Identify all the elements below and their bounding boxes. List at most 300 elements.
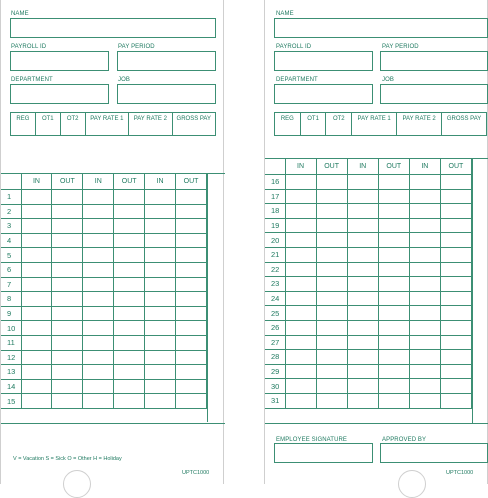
code-reg[interactable]: REG bbox=[11, 113, 36, 135]
code-ot2[interactable]: OT2 bbox=[326, 113, 352, 135]
punch-cell[interactable] bbox=[145, 219, 176, 234]
punch-cell[interactable] bbox=[52, 306, 83, 321]
punch-cell[interactable] bbox=[52, 233, 83, 248]
day-number: 9 bbox=[1, 306, 21, 321]
punch-cell[interactable] bbox=[347, 335, 378, 350]
day-number: 24 bbox=[265, 291, 285, 306]
table-row bbox=[1, 219, 207, 234]
punch-cell[interactable] bbox=[440, 393, 471, 408]
punch-cell[interactable] bbox=[21, 306, 52, 321]
punch-cell[interactable] bbox=[83, 394, 114, 409]
code-pay-rate-2[interactable]: PAY RATE 2 bbox=[129, 113, 172, 135]
punch-cell[interactable] bbox=[347, 379, 378, 394]
day-number: 28 bbox=[265, 350, 285, 365]
day-number: 13 bbox=[1, 365, 21, 380]
punch-cell[interactable] bbox=[285, 277, 316, 292]
table-row bbox=[265, 306, 472, 321]
punch-cell[interactable] bbox=[83, 190, 114, 205]
pay-period-field[interactable] bbox=[380, 51, 488, 71]
punch-cell[interactable] bbox=[316, 262, 347, 277]
department-field[interactable] bbox=[274, 84, 373, 104]
punch-cell[interactable] bbox=[114, 365, 145, 380]
table-row bbox=[1, 248, 207, 263]
punch-cell[interactable] bbox=[176, 350, 207, 365]
punch-cell[interactable] bbox=[145, 233, 176, 248]
time-card-right bbox=[264, 0, 488, 484]
grid-corner bbox=[1, 174, 21, 190]
code-reg[interactable]: REG bbox=[275, 113, 301, 135]
table-row bbox=[265, 277, 472, 292]
punch-cell[interactable] bbox=[409, 320, 440, 335]
punch-cell[interactable] bbox=[378, 350, 409, 365]
punch-cell[interactable] bbox=[52, 321, 83, 336]
punch-cell[interactable] bbox=[21, 204, 52, 219]
punch-cell[interactable] bbox=[114, 321, 145, 336]
punch-cell[interactable] bbox=[83, 248, 114, 263]
punch-cell[interactable] bbox=[347, 247, 378, 262]
punch-cell[interactable] bbox=[176, 394, 207, 409]
punch-cell[interactable] bbox=[316, 247, 347, 262]
punch-cell[interactable] bbox=[409, 233, 440, 248]
punch-cell[interactable] bbox=[378, 320, 409, 335]
pay-codes-row bbox=[274, 112, 487, 136]
punch-cell[interactable] bbox=[83, 292, 114, 307]
footer-divider bbox=[1, 423, 225, 424]
punch-cell[interactable] bbox=[83, 350, 114, 365]
punch-cell[interactable] bbox=[316, 189, 347, 204]
punch-cell[interactable] bbox=[176, 306, 207, 321]
code-pay-rate-1[interactable]: PAY RATE 1 bbox=[352, 113, 397, 135]
pay-period-label: PAY PERIOD bbox=[382, 44, 419, 50]
day-number: 2 bbox=[1, 204, 21, 219]
table-row bbox=[265, 320, 472, 335]
punch-cell[interactable] bbox=[285, 291, 316, 306]
punch-cell[interactable] bbox=[440, 379, 471, 394]
day-number: 16 bbox=[265, 175, 285, 190]
punch-cell[interactable] bbox=[347, 306, 378, 321]
punch-cell[interactable] bbox=[145, 365, 176, 380]
punch-cell[interactable] bbox=[145, 277, 176, 292]
table-row bbox=[1, 350, 207, 365]
punch-cell[interactable] bbox=[52, 335, 83, 350]
punch-cell[interactable] bbox=[378, 364, 409, 379]
punch-cell[interactable] bbox=[316, 306, 347, 321]
grid-corner bbox=[265, 159, 285, 175]
col-in-2: IN bbox=[83, 174, 114, 190]
punch-cell[interactable] bbox=[52, 292, 83, 307]
punch-cell[interactable] bbox=[316, 335, 347, 350]
punch-cell[interactable] bbox=[316, 364, 347, 379]
punch-cell[interactable] bbox=[440, 204, 471, 219]
punch-cell[interactable] bbox=[52, 365, 83, 380]
punch-cell[interactable] bbox=[176, 233, 207, 248]
punch-cell[interactable] bbox=[176, 335, 207, 350]
punch-cell[interactable] bbox=[21, 379, 52, 394]
table-row bbox=[1, 379, 207, 394]
punch-cell[interactable] bbox=[114, 190, 145, 205]
punch-cell[interactable] bbox=[114, 204, 145, 219]
punch-cell[interactable] bbox=[347, 291, 378, 306]
punch-cell[interactable] bbox=[347, 218, 378, 233]
punch-cell[interactable] bbox=[378, 277, 409, 292]
punch-cell[interactable] bbox=[285, 218, 316, 233]
department-label: DEPARTMENT bbox=[11, 77, 53, 83]
punch-cell[interactable] bbox=[176, 262, 207, 277]
punch-cell[interactable] bbox=[52, 394, 83, 409]
table-row bbox=[265, 379, 472, 394]
punch-cell[interactable] bbox=[176, 219, 207, 234]
punch-cell[interactable] bbox=[21, 277, 52, 292]
day-number: 26 bbox=[265, 320, 285, 335]
col-in-1: IN bbox=[285, 159, 316, 175]
punch-cell[interactable] bbox=[52, 350, 83, 365]
punch-cell[interactable] bbox=[316, 218, 347, 233]
approved-by-field[interactable] bbox=[380, 443, 488, 463]
job-field[interactable] bbox=[380, 84, 488, 104]
punch-cell[interactable] bbox=[285, 350, 316, 365]
punch-cell[interactable] bbox=[114, 219, 145, 234]
punch-cell[interactable] bbox=[145, 350, 176, 365]
code-ot1[interactable]: OT1 bbox=[301, 113, 327, 135]
table-row bbox=[265, 393, 472, 408]
code-pay-rate-2[interactable]: PAY RATE 2 bbox=[397, 113, 442, 135]
punch-cell[interactable] bbox=[114, 248, 145, 263]
punch-cell[interactable] bbox=[285, 335, 316, 350]
punch-cell[interactable] bbox=[176, 379, 207, 394]
punch-rows-right bbox=[265, 175, 472, 409]
punch-cell[interactable] bbox=[409, 379, 440, 394]
punch-cell[interactable] bbox=[145, 248, 176, 263]
punch-cell[interactable] bbox=[114, 379, 145, 394]
table-row bbox=[265, 247, 472, 262]
punch-cell[interactable] bbox=[378, 306, 409, 321]
punch-cell[interactable] bbox=[52, 262, 83, 277]
punch-cell[interactable] bbox=[145, 321, 176, 336]
punch-cell[interactable] bbox=[347, 175, 378, 190]
punch-cell[interactable] bbox=[83, 262, 114, 277]
day-number: 8 bbox=[1, 292, 21, 307]
punch-cell[interactable] bbox=[285, 247, 316, 262]
punch-cell[interactable] bbox=[285, 233, 316, 248]
punch-cell[interactable] bbox=[52, 277, 83, 292]
table-row bbox=[265, 350, 472, 365]
table-row bbox=[1, 190, 207, 205]
punch-cell[interactable] bbox=[347, 277, 378, 292]
table-row bbox=[265, 262, 472, 277]
punch-cell[interactable] bbox=[347, 204, 378, 219]
punch-cell[interactable] bbox=[145, 394, 176, 409]
punch-cell[interactable] bbox=[21, 262, 52, 277]
punch-cell[interactable] bbox=[440, 218, 471, 233]
punch-cell[interactable] bbox=[347, 233, 378, 248]
punch-cell[interactable] bbox=[440, 306, 471, 321]
day-number: 10 bbox=[1, 321, 21, 336]
day-number: 7 bbox=[1, 277, 21, 292]
payroll-id-field[interactable] bbox=[10, 51, 109, 71]
col-out-2: OUT bbox=[114, 174, 145, 190]
table-row bbox=[265, 233, 472, 248]
punch-cell[interactable] bbox=[114, 277, 145, 292]
day-number: 12 bbox=[1, 350, 21, 365]
punch-cell[interactable] bbox=[440, 291, 471, 306]
time-card-left bbox=[0, 0, 224, 484]
punch-cell[interactable] bbox=[285, 379, 316, 394]
punch-cell[interactable] bbox=[378, 175, 409, 190]
punch-cell[interactable] bbox=[145, 190, 176, 205]
punch-cell[interactable] bbox=[440, 277, 471, 292]
punch-cell[interactable] bbox=[83, 233, 114, 248]
punch-cell[interactable] bbox=[316, 277, 347, 292]
job-label: JOB bbox=[382, 77, 394, 83]
table-row bbox=[265, 291, 472, 306]
day-number: 18 bbox=[265, 204, 285, 219]
punch-cell[interactable] bbox=[316, 350, 347, 365]
punch-cell[interactable] bbox=[285, 306, 316, 321]
table-row bbox=[1, 262, 207, 277]
code-ot2[interactable]: OT2 bbox=[61, 113, 86, 135]
day-number: 6 bbox=[1, 262, 21, 277]
punch-cell[interactable] bbox=[21, 394, 52, 409]
punch-rows-left bbox=[1, 190, 207, 409]
punch-cell[interactable] bbox=[378, 262, 409, 277]
punch-cell[interactable] bbox=[285, 262, 316, 277]
table-row bbox=[1, 365, 207, 380]
punch-cell[interactable] bbox=[316, 393, 347, 408]
punch-cell[interactable] bbox=[409, 393, 440, 408]
punch-cell[interactable] bbox=[409, 262, 440, 277]
punch-cell[interactable] bbox=[21, 321, 52, 336]
col-in-3: IN bbox=[145, 174, 176, 190]
punch-cell[interactable] bbox=[316, 379, 347, 394]
day-number: 30 bbox=[265, 379, 285, 394]
punch-cell[interactable] bbox=[316, 175, 347, 190]
punch-cell[interactable] bbox=[21, 190, 52, 205]
punch-cell[interactable] bbox=[83, 379, 114, 394]
pay-period-label: PAY PERIOD bbox=[118, 44, 155, 50]
punch-cell[interactable] bbox=[285, 189, 316, 204]
name-field[interactable] bbox=[10, 18, 216, 38]
punch-cell[interactable] bbox=[285, 320, 316, 335]
day-number: 25 bbox=[265, 306, 285, 321]
punch-cell[interactable] bbox=[83, 277, 114, 292]
punch-cell[interactable] bbox=[52, 190, 83, 205]
punch-cell[interactable] bbox=[285, 175, 316, 190]
punch-cell[interactable] bbox=[409, 204, 440, 219]
punch-cell[interactable] bbox=[285, 204, 316, 219]
punch-cell[interactable] bbox=[285, 393, 316, 408]
pay-codes-row bbox=[10, 112, 216, 136]
card-notch bbox=[63, 470, 91, 498]
punch-cell[interactable] bbox=[440, 175, 471, 190]
table-row bbox=[1, 335, 207, 350]
punch-cell[interactable] bbox=[378, 247, 409, 262]
punch-cell[interactable] bbox=[145, 204, 176, 219]
day-number: 31 bbox=[265, 393, 285, 408]
day-number: 11 bbox=[1, 335, 21, 350]
grid-right-rule bbox=[472, 158, 473, 423]
punch-cell[interactable] bbox=[409, 364, 440, 379]
punch-cell[interactable] bbox=[176, 204, 207, 219]
day-number: 1 bbox=[1, 190, 21, 205]
punch-cell[interactable] bbox=[145, 306, 176, 321]
punch-cell[interactable] bbox=[409, 175, 440, 190]
day-number: 23 bbox=[265, 277, 285, 292]
footer-divider bbox=[265, 423, 488, 424]
punch-cell[interactable] bbox=[52, 204, 83, 219]
name-label: NAME bbox=[11, 11, 29, 17]
punch-cell[interactable] bbox=[114, 306, 145, 321]
table-row bbox=[1, 394, 207, 409]
code-gross-pay[interactable]: GROSS PAY bbox=[176, 116, 211, 122]
punch-cell[interactable] bbox=[83, 219, 114, 234]
punch-cell[interactable] bbox=[83, 365, 114, 380]
col-out-2: OUT bbox=[378, 159, 409, 175]
day-number: 3 bbox=[1, 219, 21, 234]
table-row bbox=[265, 204, 472, 219]
department-field[interactable] bbox=[10, 84, 109, 104]
table-row bbox=[265, 175, 472, 190]
punch-cell[interactable] bbox=[440, 233, 471, 248]
code-ot1[interactable]: OT1 bbox=[36, 113, 61, 135]
punch-cell[interactable] bbox=[440, 189, 471, 204]
punch-cell[interactable] bbox=[378, 218, 409, 233]
payroll-id-field[interactable] bbox=[274, 51, 373, 71]
punch-cell[interactable] bbox=[378, 379, 409, 394]
department-label: DEPARTMENT bbox=[276, 77, 318, 83]
punch-cell[interactable] bbox=[440, 350, 471, 365]
punch-cell[interactable] bbox=[145, 262, 176, 277]
pay-period-field[interactable] bbox=[117, 51, 216, 71]
punch-cell[interactable] bbox=[409, 291, 440, 306]
punch-cell[interactable] bbox=[409, 277, 440, 292]
punch-cell[interactable] bbox=[145, 292, 176, 307]
punch-cell[interactable] bbox=[52, 248, 83, 263]
punch-cell[interactable] bbox=[347, 320, 378, 335]
punch-cell[interactable] bbox=[176, 277, 207, 292]
punch-cell[interactable] bbox=[176, 248, 207, 263]
punch-cell[interactable] bbox=[114, 335, 145, 350]
punch-cell[interactable] bbox=[21, 365, 52, 380]
col-out-3: OUT bbox=[440, 159, 471, 175]
punch-cell[interactable] bbox=[378, 233, 409, 248]
punch-cell[interactable] bbox=[176, 321, 207, 336]
legend-text: V = Vacation S = Sick O = Other H = Holiday bbox=[13, 456, 122, 462]
grid-right-rule bbox=[207, 173, 208, 422]
punch-cell[interactable] bbox=[285, 364, 316, 379]
punch-cell[interactable] bbox=[114, 262, 145, 277]
punch-cell[interactable] bbox=[347, 262, 378, 277]
table-row bbox=[265, 218, 472, 233]
name-label: NAME bbox=[276, 11, 294, 17]
table-row bbox=[1, 277, 207, 292]
punch-cell[interactable] bbox=[21, 292, 52, 307]
day-number: 29 bbox=[265, 364, 285, 379]
punch-cell[interactable] bbox=[378, 335, 409, 350]
punch-cell[interactable] bbox=[21, 219, 52, 234]
punch-cell[interactable] bbox=[52, 219, 83, 234]
col-out-1: OUT bbox=[316, 159, 347, 175]
day-number: 5 bbox=[1, 248, 21, 263]
col-in-1: IN bbox=[21, 174, 52, 190]
day-number: 14 bbox=[1, 379, 21, 394]
col-out-3: OUT bbox=[176, 174, 207, 190]
punch-cell[interactable] bbox=[52, 379, 83, 394]
punch-cell[interactable] bbox=[440, 247, 471, 262]
punch-cell[interactable] bbox=[114, 233, 145, 248]
punch-cell[interactable] bbox=[347, 350, 378, 365]
job-field[interactable] bbox=[117, 84, 216, 104]
punch-cell[interactable] bbox=[21, 248, 52, 263]
punch-cell[interactable] bbox=[347, 364, 378, 379]
punch-cell[interactable] bbox=[83, 335, 114, 350]
punch-cell[interactable] bbox=[114, 350, 145, 365]
punch-cell[interactable] bbox=[21, 335, 52, 350]
form-code: UPTC1000 bbox=[182, 470, 210, 476]
punch-cell[interactable] bbox=[409, 247, 440, 262]
punch-cell[interactable] bbox=[378, 204, 409, 219]
punch-cell[interactable] bbox=[378, 291, 409, 306]
punch-cell[interactable] bbox=[145, 335, 176, 350]
punch-cell[interactable] bbox=[176, 365, 207, 380]
payroll-id-label: PAYROLL ID bbox=[276, 44, 312, 50]
punch-cell[interactable] bbox=[83, 306, 114, 321]
punch-cell[interactable] bbox=[409, 218, 440, 233]
punch-cell[interactable] bbox=[316, 233, 347, 248]
day-number: 20 bbox=[265, 233, 285, 248]
punch-cell[interactable] bbox=[409, 350, 440, 365]
table-row bbox=[1, 292, 207, 307]
punch-cell[interactable] bbox=[347, 393, 378, 408]
punch-cell[interactable] bbox=[145, 379, 176, 394]
punch-cell[interactable] bbox=[21, 350, 52, 365]
punch-cell[interactable] bbox=[316, 320, 347, 335]
table-row bbox=[265, 364, 472, 379]
employee-signature-field[interactable] bbox=[274, 443, 373, 463]
punch-cell[interactable] bbox=[21, 233, 52, 248]
punch-cell[interactable] bbox=[347, 189, 378, 204]
punch-cell[interactable] bbox=[440, 320, 471, 335]
punch-cell[interactable] bbox=[316, 204, 347, 219]
code-gross-pay[interactable]: GROSS PAY bbox=[446, 116, 482, 122]
table-row bbox=[265, 189, 472, 204]
punch-cell[interactable] bbox=[409, 306, 440, 321]
approved-by-label: APPROVED BY bbox=[382, 437, 427, 443]
punch-grid-left bbox=[1, 173, 207, 409]
punch-cell[interactable] bbox=[316, 291, 347, 306]
day-number: 17 bbox=[265, 189, 285, 204]
punch-cell[interactable] bbox=[378, 189, 409, 204]
day-number: 19 bbox=[265, 218, 285, 233]
punch-cell[interactable] bbox=[440, 335, 471, 350]
punch-cell[interactable] bbox=[83, 204, 114, 219]
punch-cell[interactable] bbox=[378, 393, 409, 408]
code-pay-rate-1[interactable]: PAY RATE 1 bbox=[86, 113, 129, 135]
col-in-3: IN bbox=[409, 159, 440, 175]
punch-cell[interactable] bbox=[409, 189, 440, 204]
punch-cell[interactable] bbox=[440, 262, 471, 277]
punch-cell[interactable] bbox=[114, 394, 145, 409]
punch-cell[interactable] bbox=[440, 364, 471, 379]
name-field[interactable] bbox=[274, 18, 488, 38]
table-row bbox=[265, 335, 472, 350]
col-in-2: IN bbox=[347, 159, 378, 175]
punch-cell[interactable] bbox=[176, 292, 207, 307]
punch-cell[interactable] bbox=[83, 321, 114, 336]
form-code: UPTC1000 bbox=[446, 470, 474, 476]
punch-cell[interactable] bbox=[409, 335, 440, 350]
punch-cell[interactable] bbox=[176, 190, 207, 205]
punch-cell[interactable] bbox=[114, 292, 145, 307]
